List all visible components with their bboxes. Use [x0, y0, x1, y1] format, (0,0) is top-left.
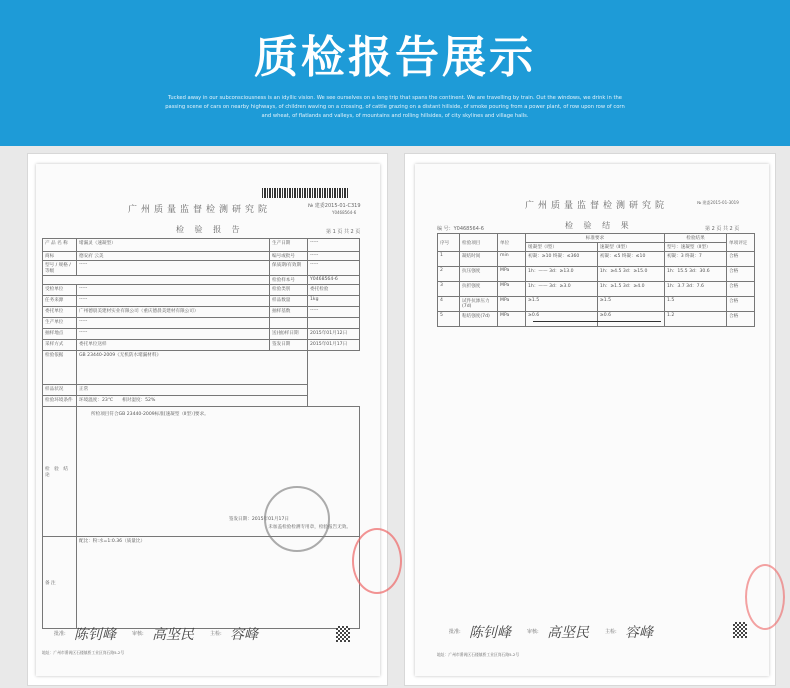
- table-cell: 2: [438, 267, 460, 282]
- table-cell: ≥0.6: [597, 312, 664, 327]
- table-cell: MPa: [498, 267, 526, 282]
- table-cell: 1h：—— 3d：≥3.0: [526, 282, 598, 297]
- table-cell: 生产单位: [43, 318, 77, 329]
- institute-name: 广州质量监督检测研究院: [128, 205, 272, 215]
- table-cell: -----: [308, 307, 360, 318]
- table-cell: 采样方式: [43, 340, 77, 351]
- table-cell: ≥0.6: [526, 312, 598, 327]
- table-cell: 生产日期: [270, 239, 308, 252]
- page-indicator: 第 2 页 共 2 页: [705, 226, 740, 232]
- table-cell: 委托检验: [308, 285, 360, 296]
- table-cell: 检验环境条件: [43, 396, 77, 407]
- table-row: [43, 276, 360, 285]
- table-cell: min: [498, 252, 526, 267]
- report-page-1: [36, 164, 380, 676]
- table-cell: 速凝型（Ⅱ型）: [597, 243, 664, 252]
- report-number: № 建委2015-01-3019: [697, 200, 739, 205]
- table-cell: 委托单位: [43, 307, 77, 318]
- table-row: [438, 234, 755, 243]
- table-row: [438, 312, 755, 327]
- table-cell: 商标: [43, 252, 77, 261]
- table-cell: Y0468564-6: [308, 276, 360, 285]
- table-cell: 抽样地点: [43, 329, 77, 340]
- signature-label: 批准:: [54, 631, 66, 637]
- table-cell: 合格: [727, 252, 755, 267]
- table-cell: 广州德晨美建材实业有限公司（重庆德晨美建材有限公司）: [77, 307, 270, 318]
- table-cell: 任务来源: [43, 296, 77, 307]
- table-row: [43, 285, 360, 296]
- table-cell: [308, 318, 360, 329]
- table-row: [43, 329, 360, 340]
- table-cell: 2015年01月12日: [308, 329, 360, 340]
- table-row: [43, 261, 360, 276]
- table-cell: 合格: [727, 297, 755, 312]
- table-cell: 抗压强度: [460, 267, 498, 282]
- report-title: 检 验 结 果: [565, 221, 633, 230]
- handwritten-signature: 陈钊峰: [469, 625, 511, 641]
- table-cell: ≥1.5: [526, 297, 598, 312]
- table-cell: 2015年01月17日: [308, 340, 360, 351]
- table-cell: 合格: [727, 267, 755, 282]
- red-seal: [745, 564, 785, 630]
- signature-label: 主检:: [605, 629, 617, 635]
- address: 地址：广州市番禺区石楼镇桥工业区岗石路5-2号: [437, 652, 520, 657]
- table-cell: ≥1.5: [597, 297, 664, 312]
- table-cell: -----: [308, 239, 360, 252]
- table-row: [43, 385, 360, 396]
- table-cell: 型号：速凝型（Ⅱ型）: [664, 243, 726, 252]
- table-cell: 5: [438, 312, 460, 327]
- table-cell: MPa: [498, 312, 526, 327]
- report-card-page-1[interactable]: [27, 153, 388, 686]
- table-cell: 检验样本号: [270, 276, 308, 285]
- table-cell: 1: [438, 252, 460, 267]
- table-cell: 1kg: [308, 296, 360, 307]
- table-cell: 德安府 云美: [77, 252, 270, 261]
- table-cell: 保质期/有效期: [270, 261, 308, 276]
- table-cell: 初凝：≤5 终凝：≤10: [597, 252, 664, 267]
- table-row: [43, 296, 360, 307]
- table-cell: 堵漏灵（速凝型）: [77, 239, 270, 252]
- table-cell: 抗折强度: [460, 282, 498, 297]
- table-cell: 序号: [438, 234, 460, 252]
- table-cell: 检验类别: [270, 285, 308, 296]
- table-cell: 备 注: [43, 537, 77, 629]
- table-cell: 标准要求: [526, 234, 665, 243]
- qr-code-icon: [733, 622, 747, 638]
- address: 地址：广州市番禺区石楼镇桥工业区岗石路5-2号: [42, 650, 125, 655]
- signature-label: 批准:: [449, 629, 461, 635]
- banner: [0, 0, 790, 146]
- handwritten-signature: 容峰: [230, 627, 258, 643]
- handwritten-signature: 陈钊峰: [74, 627, 116, 643]
- qr-code-icon: [336, 626, 350, 642]
- table-cell: 检验结果: [664, 234, 726, 243]
- report-number: № 建委2015-01-C319: [308, 203, 361, 209]
- results-table: [437, 233, 755, 327]
- table-cell: 1.5: [664, 297, 726, 312]
- signature-label: 主检:: [210, 631, 222, 637]
- table-cell: 1h：3.7 3d：7.6: [664, 282, 726, 297]
- table-cell: 粘结强度(7d): [460, 312, 498, 327]
- table-row: [438, 297, 755, 312]
- table-cell: 检验依据: [43, 351, 77, 385]
- end-line: [533, 321, 661, 322]
- handwritten-signature: 高坚民: [547, 625, 589, 641]
- table-cell: 样品状况: [43, 385, 77, 396]
- table-cell: 1.2: [664, 312, 726, 327]
- handwritten-signature: 容峰: [625, 625, 653, 641]
- barcode-icon: [262, 188, 348, 198]
- inspection-stamp: [264, 486, 330, 552]
- table-row: [438, 267, 755, 282]
- signature-label: 审核:: [527, 629, 539, 635]
- table-row: [43, 307, 360, 318]
- table-cell: 3: [438, 282, 460, 297]
- table-cell: -----: [308, 252, 360, 261]
- table-cell: 检验项目: [460, 234, 498, 252]
- table-cell: 试件抗渗压力(7d): [460, 297, 498, 312]
- page-title: 质检报告展示: [254, 32, 536, 83]
- table-cell: 4: [438, 297, 460, 312]
- red-seal: [352, 528, 402, 594]
- table-cell: 合格: [727, 282, 755, 297]
- table-cell: -----: [77, 261, 270, 276]
- table-row: [438, 282, 755, 297]
- table-cell: 编号或批号: [270, 252, 308, 261]
- table-cell: 受检单位: [43, 285, 77, 296]
- table-cell: 合格: [727, 312, 755, 327]
- report-title: 检 验 报 告: [176, 225, 244, 234]
- table-cell: 配比：粉:水=1:0.36（质量比）: [77, 537, 360, 629]
- table-cell: 环境温度：23℃ 相对湿度：52%: [77, 396, 308, 407]
- table-cell: 凝结时间: [460, 252, 498, 267]
- table-cell: GB 23440-2009《无机防水堵漏材料》: [77, 351, 308, 385]
- table-row: [438, 252, 755, 267]
- banner-tagline: Tucked away in our subconsciousness is an idyllic vision. We see ourselves on a long trip that spans the continent. We are travelling by train. Out the windows, we drink in the passing scene of cars on nearby highways, of children waving on a crossing, of cattle grazing on a distant hillside, of smoke pouring from a power plant, of row upon row of corn and wheat, of flatlands and valleys, of mountains and rolling hillsides, of city skylines and village halls.: [165, 95, 625, 119]
- report-code: 编 号：Y0468564-6: [437, 226, 484, 232]
- table-cell: -----: [77, 329, 270, 340]
- table-cell: MPa: [498, 297, 526, 312]
- table-row: [43, 537, 360, 629]
- table-row: [43, 340, 360, 351]
- table-cell: 初凝：≥10 终凝：≤360: [526, 252, 598, 267]
- table-cell: MPa: [498, 282, 526, 297]
- table-row: [43, 252, 360, 261]
- table-cell: 单项评定: [727, 234, 755, 252]
- table-cell: 初凝：3 终凝：7: [664, 252, 726, 267]
- table-cell: 签发日期: [270, 340, 308, 351]
- table-cell: -----: [77, 318, 270, 329]
- table-cell: 1h：—— 3d：≥13.0: [526, 267, 598, 282]
- table-cell: 抽样基数: [270, 307, 308, 318]
- table-cell: 1h：15.5 3d：30.6: [664, 267, 726, 282]
- table-cell: 委托单位送样: [77, 340, 270, 351]
- table-cell: [43, 276, 270, 285]
- table-cell: 型号 / 规格 / 等级: [43, 261, 77, 276]
- table-cell: 1h：≥1.5 3d：≥4.0: [597, 282, 664, 297]
- page-indicator: 第 1 页 共 2 页: [326, 229, 361, 235]
- report-table: [42, 238, 360, 629]
- table-cell: 产 品 名 称: [43, 239, 77, 252]
- table-cell: 缓凝型（Ⅰ型）: [526, 243, 598, 252]
- table-cell: 检 验 结 论: [43, 407, 77, 537]
- table-row: [43, 396, 360, 407]
- table-row: [43, 318, 360, 329]
- table-cell: -----: [77, 285, 270, 296]
- table-cell: -----: [308, 261, 360, 276]
- table-cell: 样品数量: [270, 296, 308, 307]
- table-cell: 单位: [498, 234, 526, 252]
- handwritten-signature: 高坚民: [152, 627, 194, 643]
- report-page-2: [415, 164, 769, 676]
- institute-name: 广州质量监督检测研究院: [525, 201, 669, 211]
- report-code: Y0468564-6: [332, 210, 357, 215]
- signature-label: 审核:: [132, 631, 144, 637]
- table-row: [43, 239, 360, 252]
- table-cell: [270, 318, 308, 329]
- table-row: [43, 351, 360, 385]
- table-cell: 送(抽)样日期: [270, 329, 308, 340]
- table-cell: 1h：≥4.5 3d：≥15.0: [597, 267, 664, 282]
- table-cell: 正常: [77, 385, 308, 396]
- conclusion-cell: 所检项目符合GB 23440-2009标准[速凝型（Ⅱ型）]要求。 签发日期：2015年01月17日 未加盖检验检测专用章，检验报告无效。: [77, 407, 360, 537]
- report-card-page-2[interactable]: [404, 153, 776, 686]
- table-cell: -----: [77, 296, 270, 307]
